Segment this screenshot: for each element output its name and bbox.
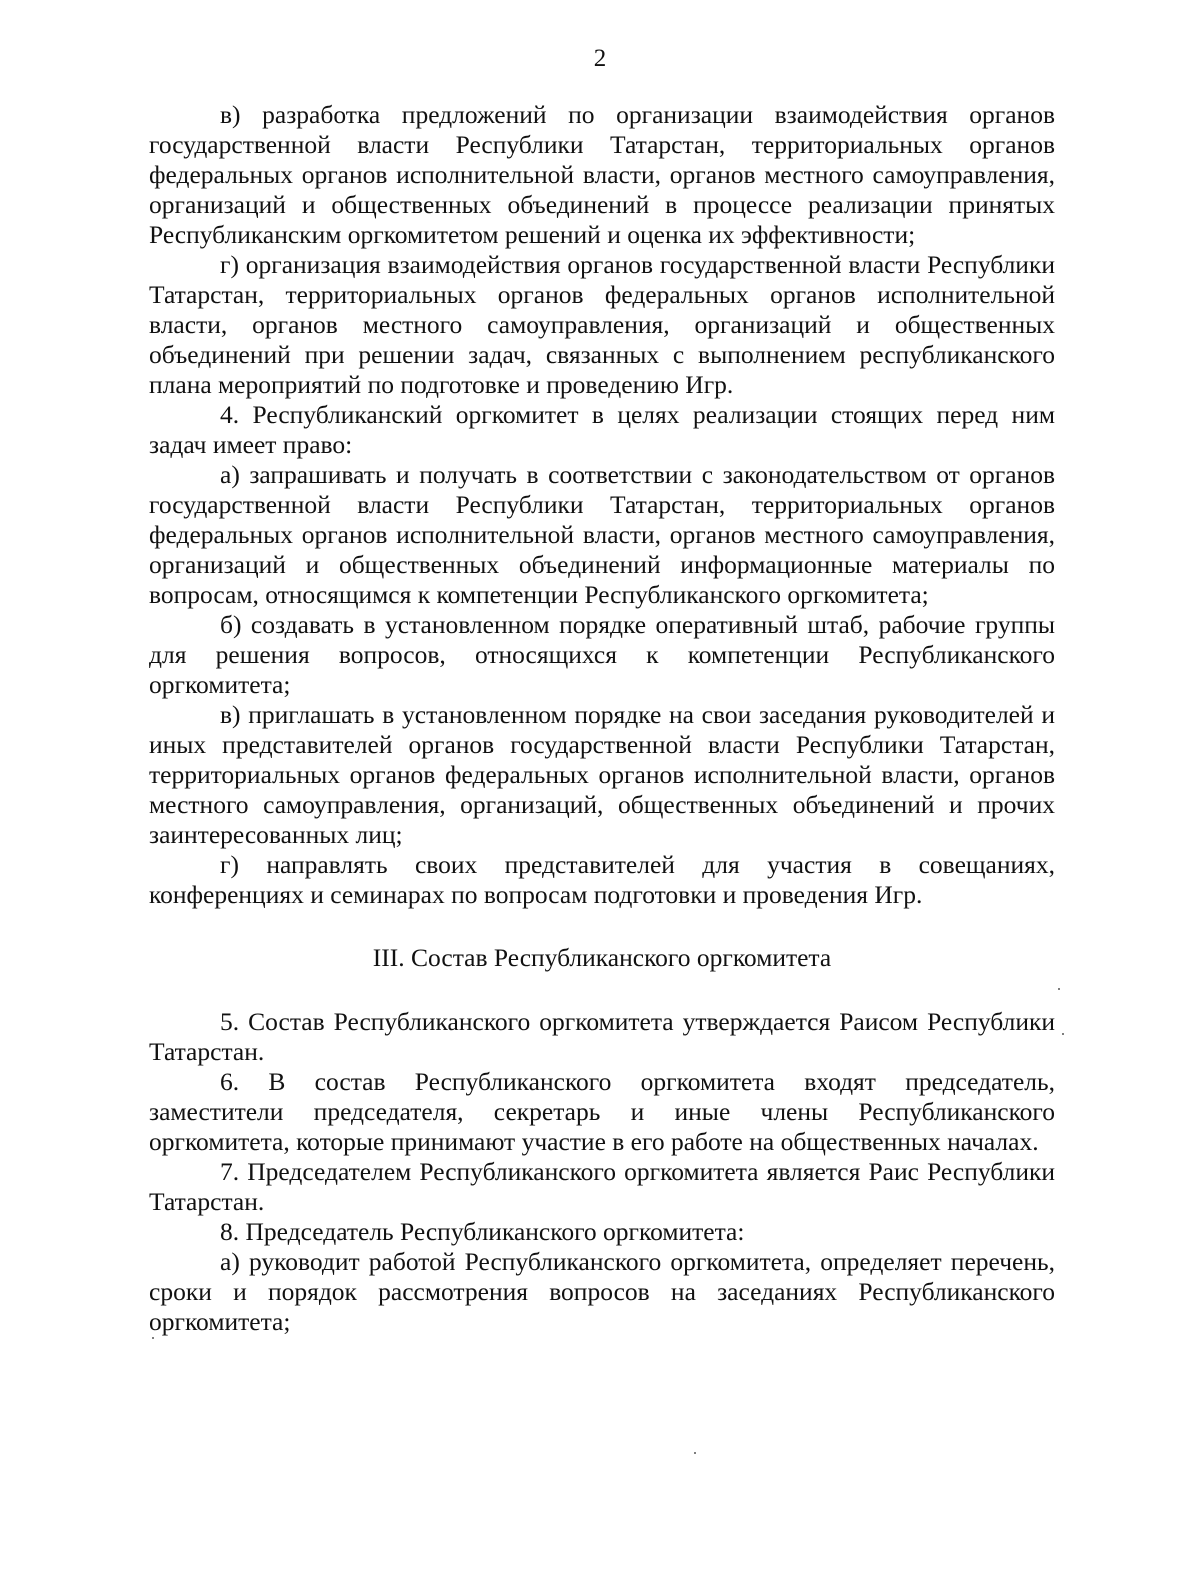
- scan-speck: [152, 1337, 154, 1339]
- paragraph-4a: а) запрашивать и получать в соответствии с законодательством от органов государственной власти Республики Татарстан, территориальных органов федеральных органов исполнительной власти, органов местного самоуправления, организаций и общественных объединений информационные материалы по вопросам, относящимся к компетенции Республиканского оргкомитета;: [149, 460, 1055, 609]
- document-body: [149, 100, 1055, 1337]
- page-number: 2: [593, 45, 607, 72]
- paragraph-4b: б) создавать в установленном порядке оперативный штаб, рабочие группы для решения вопросов, относящихся к компетенции Республиканского оргкомитета;: [149, 610, 1055, 699]
- paragraph-4v: в) приглашать в установленном порядке на свои заседания руководителей и иных представителей органов государственной власти Республики Татарстан, территориальных органов федеральных органов исполнительной власти, органов местного самоуправления, организаций, общественных объединений и прочих заинтересованных лиц;: [149, 700, 1055, 849]
- paragraph-5: 5. Состав Республиканского оргкомитета утверждается Раисом Республики Татарстан.: [149, 1007, 1055, 1066]
- paragraph-8: 8. Председатель Республиканского оргкомитета:: [220, 1217, 745, 1246]
- paragraph-8a: а) руководит работой Республиканского оргкомитета, определяет перечень, сроки и порядок рассмотрения вопросов на заседаниях Республиканского оргкомитета;: [149, 1247, 1055, 1336]
- paragraph-7: 7. Председателем Республиканского оргкомитета является Раис Республики Татарстан.: [149, 1157, 1055, 1216]
- paragraph-4g: г) направлять своих представителей для участия в совещаниях, конференциях и семинарах по вопросам подготовки и проведения Игр.: [149, 850, 1055, 909]
- paragraph-6: 6. В состав Республиканского оргкомитета входят председатель, заместители председателя, секретарь и иные члены Республиканского оргкомитета, которые принимают участие в его работе на общественных началах.: [149, 1067, 1055, 1156]
- scan-speck: [694, 1452, 696, 1454]
- scan-speck: [1062, 1033, 1064, 1035]
- paragraph-3v: в) разработка предложений по организации взаимодействия органов государственной власти Республики Татарстан, территориальных органов федеральных органов исполнительной власти, органов местного самоуправления, организаций и общественных объединений в процессе реализации принятых Республиканским оргкомитетом решений и оценка их эффективности;: [149, 100, 1055, 249]
- paragraph-3g: г) организация взаимодействия органов государственной власти Республики Татарстан, территориальных органов федеральных органов исполнительной власти, органов местного самоуправления, организаций и общественных объединений при решении задач, связанных с выполнением республиканского плана мероприятий по подготовке и проведению Игр.: [149, 250, 1055, 399]
- paragraph-4: 4. Республиканский оргкомитет в целях реализации стоящих перед ним задач имеет право:: [149, 400, 1055, 459]
- scan-speck: [1058, 988, 1060, 990]
- section-heading: III. Состав Республиканского оргкомитета: [372, 943, 832, 972]
